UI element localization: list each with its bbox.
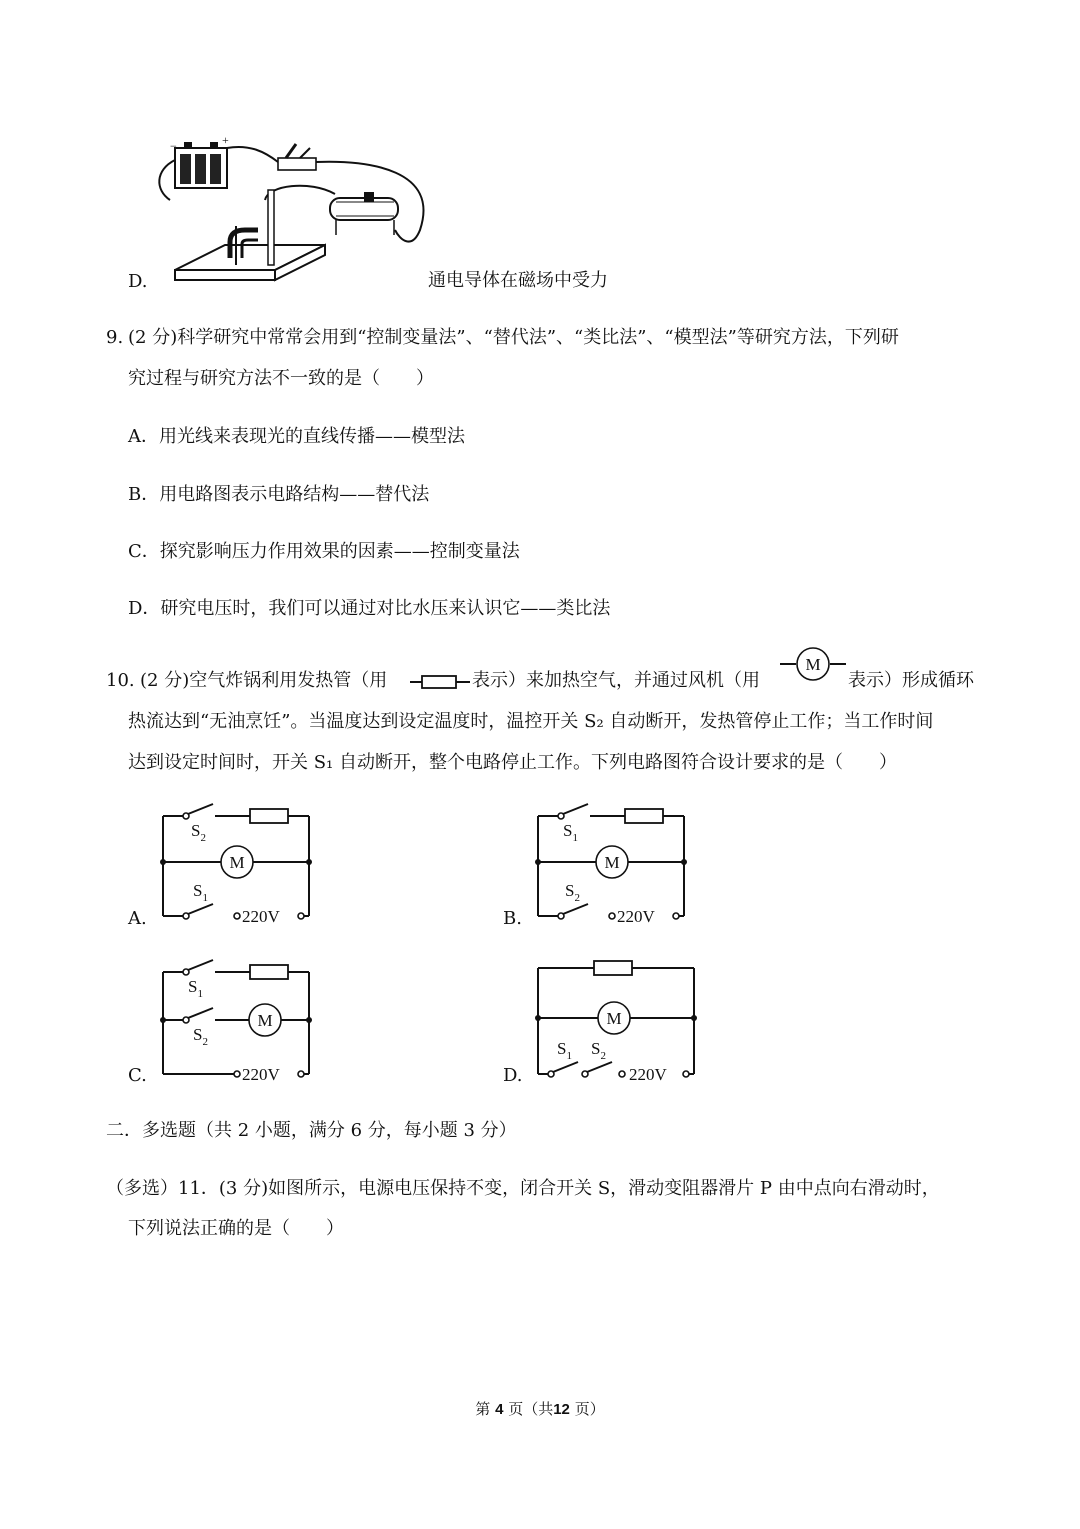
q11-stem-line2: 下列说法正确的是（ ） <box>128 1218 344 1239</box>
circuit-a-s-bottom-sub: 1 <box>202 892 208 904</box>
circuit-d-s1: S <box>557 1039 567 1058</box>
footer-prefix: 第 <box>475 1400 491 1418</box>
q8-option-caption: 通电导体在磁场中受力 <box>428 270 608 291</box>
q10-option-a-label: A. <box>128 908 147 929</box>
circuit-a-s-top-sub: 2 <box>200 832 206 844</box>
q10-stem-line1-c: 表示）形成循环 <box>848 670 974 691</box>
circuit-a-diagram <box>155 800 315 926</box>
circuit-a-motor-label: M <box>229 853 245 872</box>
q10-option-c-label: C. <box>128 1065 147 1086</box>
q9-option-b: B．用电路图表示电路结构——替代法 <box>128 484 430 505</box>
circuit-b-diagram <box>530 800 690 926</box>
section2-heading: 二．多选题（共 2 小题，满分 6 分，每小题 3 分） <box>106 1120 517 1141</box>
circuit-c-motor-label: M <box>257 1011 273 1030</box>
q9-option-a: A．用光线来表现光的直线传播——模型法 <box>128 426 465 447</box>
q9-number: 9. <box>106 327 124 348</box>
q10-stem-line1-b: 表示）来加热空气，并通过风机（用 <box>472 670 760 691</box>
svg-text:−: − <box>170 139 177 153</box>
q10-option-b-label: B. <box>503 908 522 929</box>
circuit-a-s-top: S <box>191 821 201 840</box>
circuit-b-s-top-sub: 1 <box>572 832 578 844</box>
circuit-d-motor-label: M <box>606 1009 622 1028</box>
motor-symbol-icon <box>780 646 846 690</box>
circuit-d-s2-sub: 2 <box>600 1050 606 1062</box>
circuit-d-diagram <box>530 958 700 1084</box>
q9-option-d: D．研究电压时，我们可以通过对比水压来认识它——类比法 <box>128 598 611 619</box>
circuit-b-supply: 220V <box>617 907 655 926</box>
footer-suffix: 页） <box>574 1400 605 1418</box>
svg-text:S2 <box>591 1039 606 1062</box>
svg-text:S1 <box>557 1039 572 1062</box>
circuit-c-s-top: S <box>188 977 198 996</box>
svg-text:S2 <box>193 1025 208 1048</box>
apparatus-illustration <box>150 130 430 290</box>
circuit-c-s-bottom: S <box>193 1025 203 1044</box>
footer-middle: 页（共 <box>508 1400 554 1418</box>
circuit-c-diagram <box>155 958 315 1084</box>
circuit-b-s-top: S <box>563 821 573 840</box>
motor-symbol-letter: M <box>805 655 821 674</box>
svg-text:S2 <box>191 821 206 844</box>
page-footer <box>0 1398 1080 1419</box>
q9-stem-line2: 究过程与研究方法不一致的是（ ） <box>128 368 434 389</box>
footer-total-pages: 12 <box>553 1401 570 1418</box>
q11-stem-line1: （多选）11．(3 分)如图所示，电源电压保持不变，闭合开关 S，滑动变阻器滑片 P 由中点向右滑动时， <box>106 1178 940 1199</box>
circuit-c-s-top-sub: 1 <box>197 988 203 1000</box>
circuit-d-s1-sub: 1 <box>566 1050 572 1062</box>
svg-text:S2 <box>565 881 580 904</box>
circuit-a-supply: 220V <box>242 907 280 926</box>
svg-text:+: + <box>222 133 229 147</box>
circuit-d-s2: S <box>591 1039 601 1058</box>
q10-option-d-label: D. <box>503 1065 523 1086</box>
svg-text:S1 <box>188 977 203 1000</box>
circuit-a-s-bottom: S <box>193 881 203 900</box>
circuit-b-s-bottom-sub: 2 <box>574 892 580 904</box>
footer-page-number: 4 <box>495 1401 504 1418</box>
circuit-b-motor-label: M <box>604 853 620 872</box>
svg-text:S1 <box>563 821 578 844</box>
circuit-c-s-bottom-sub: 2 <box>202 1036 208 1048</box>
resistor-symbol-icon <box>410 672 470 692</box>
q9-stem-line1: (2 分)科学研究中常常会用到“控制变量法”、“替代法”、“类比法”、“模型法”等研究方法，下列研 <box>128 327 899 348</box>
q10-stem-line1-a: (2 分)空气炸锅利用发热管（用 <box>140 670 388 691</box>
q9-option-c: C．探究影响压力作用效果的因素——控制变量法 <box>128 541 520 562</box>
q10-stem-line2: 热流达到“无油烹饪”。当温度达到设定温度时，温控开关 S₂ 自动断开，发热管停止工作；当工作时间 <box>128 711 934 732</box>
svg-text:S1 <box>193 881 208 904</box>
circuit-d-supply: 220V <box>629 1065 667 1084</box>
q8-option-label: D. <box>128 271 148 292</box>
q10-stem-line3: 达到设定时间时，开关 S₁ 自动断开，整个电路停止工作。下列电路图符合设计要求的是（ ） <box>128 752 897 773</box>
q10-number: 10. <box>106 670 135 691</box>
circuit-b-s-bottom: S <box>565 881 575 900</box>
circuit-c-supply: 220V <box>242 1065 280 1084</box>
